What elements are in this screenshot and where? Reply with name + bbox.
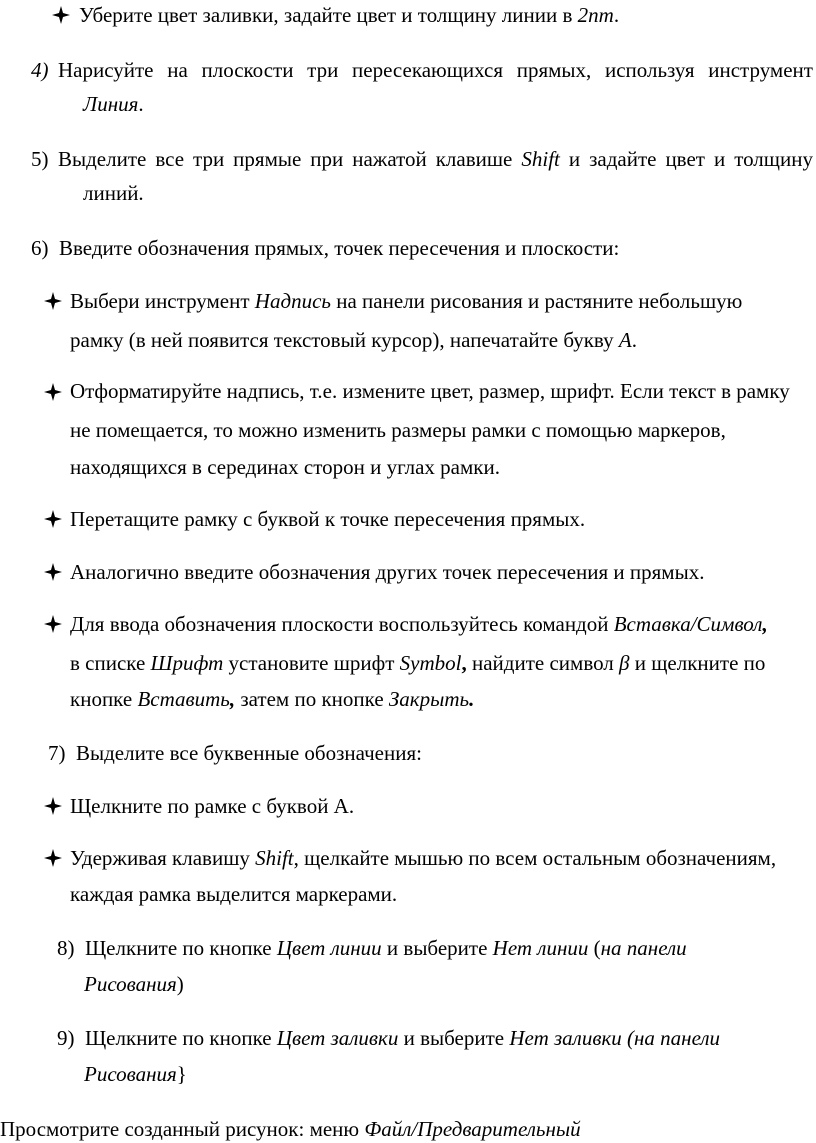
italic-text: Шрифт — [150, 651, 224, 675]
word: толщину — [734, 147, 813, 171]
bullet-1-line-1 — [70, 291, 742, 312]
italic-text: Shift — [255, 846, 294, 870]
diamond-bullet-icon — [44, 563, 62, 581]
text: , — [762, 612, 768, 636]
text: . — [138, 92, 144, 116]
step-7 — [48, 743, 422, 764]
bullet-2-line-1 — [70, 381, 790, 402]
italic-text: Цвет линии — [276, 936, 382, 960]
text: Введите обозначения прямых, точек пересечения и плоскости: — [59, 236, 620, 260]
text: Выделите все буквенные обозначения: — [76, 741, 422, 765]
text: ( — [588, 936, 601, 960]
word: три — [307, 58, 339, 82]
italic-text: на панели — [600, 936, 687, 960]
italic-text: Файл/Предварительный — [364, 1117, 581, 1141]
bullet-7-line-1 — [70, 848, 776, 869]
text: найдите символ — [466, 651, 620, 675]
text: . — [613, 3, 620, 27]
italic-text: Закрыть — [388, 687, 470, 711]
diamond-bullet-icon — [44, 797, 62, 815]
final-line — [0, 1119, 581, 1140]
bullet-6 — [70, 796, 354, 817]
step-5-line-2 — [83, 183, 144, 204]
text: в списке — [70, 651, 151, 675]
step-9-number: 9) — [57, 1026, 75, 1050]
text: , — [461, 651, 467, 675]
text: Аналогично введите обозначения других точек пересечения и прямых. — [70, 560, 705, 584]
italic-text: Нет заливки (на панели — [509, 1026, 721, 1050]
step-4-number: 4) — [31, 58, 49, 82]
italic-text: Нет линии — [492, 936, 589, 960]
italic-text: Вставить — [137, 687, 230, 711]
step-8-number: 8) — [57, 936, 75, 960]
text: Просмотрите созданный рисунок: меню — [0, 1117, 365, 1141]
diamond-bullet-icon — [44, 615, 62, 633]
word: все — [155, 147, 185, 171]
word: и — [568, 147, 581, 171]
italic-text: Линия — [83, 92, 139, 116]
text: не помещается, то можно изменить размеры рамки с помощью маркеров, — [70, 418, 726, 442]
text: Выбери инструмент — [70, 289, 255, 313]
step-4-line-2 — [83, 94, 144, 115]
text: , — [229, 687, 236, 711]
text: ) — [176, 972, 184, 996]
bullet-5-line-3 — [70, 689, 474, 710]
step-8-line-1 — [57, 938, 687, 959]
text: установите шрифт — [223, 651, 400, 675]
text: Щелкните по рамке с буквой А. — [70, 794, 355, 818]
step-5-number: 5) — [31, 147, 49, 171]
step-number — [31, 149, 49, 170]
step-5-line-1 — [58, 149, 813, 170]
text: Уберите цвет заливки, задайте цвет и толщину линии в — [79, 3, 578, 27]
step-6 — [31, 238, 619, 259]
text: каждая рамка выделится маркерами. — [70, 882, 398, 906]
text: находящихся в серединах сторон и углах рамки. — [70, 455, 500, 479]
bullet-1-line-2 — [70, 330, 637, 351]
word: на — [167, 58, 188, 82]
step-9-line-1 — [57, 1028, 720, 1049]
word: клавише — [435, 147, 513, 171]
text: , щелкайте мышью по всем остальным обозначениям, — [293, 846, 777, 870]
text: . — [631, 328, 637, 352]
word: используя — [604, 58, 695, 82]
word: Выделите — [58, 147, 147, 171]
text: . — [469, 687, 475, 711]
step-6-number: 6) — [31, 236, 49, 260]
word: цвет — [665, 147, 705, 171]
italic-text: Рисования — [84, 972, 177, 996]
text: кнопке — [70, 687, 138, 711]
italic-text: А — [618, 328, 632, 352]
bullet-5-line-1 — [70, 614, 768, 635]
italic-text: Цвет заливки — [276, 1026, 399, 1050]
bullet-7-line-2 — [70, 884, 397, 905]
text: и выберите — [381, 936, 493, 960]
text: линий. — [83, 181, 144, 205]
step-9-line-2 — [84, 1064, 187, 1085]
italic-text: Вставка/Символ — [613, 612, 763, 636]
italic-text: Symbol — [399, 651, 462, 675]
bullet-4 — [70, 562, 704, 583]
diamond-bullet-icon — [44, 510, 62, 528]
text: рамку (в ней появится текстовый курсор), напечатайте букву — [70, 328, 619, 352]
word: инструмент — [708, 58, 813, 82]
step-4-line-1 — [58, 60, 813, 81]
word: Нарисуйте — [58, 58, 154, 82]
diamond-bullet-icon — [52, 6, 70, 24]
text: затем по кнопке — [235, 687, 389, 711]
italic-word: Shift — [521, 147, 560, 171]
step-7-number: 7) — [48, 741, 66, 765]
word: три — [193, 147, 225, 171]
word: задайте — [589, 147, 657, 171]
word: при — [310, 147, 344, 171]
text: Для ввода обозначения плоскости воспользуйтесь командой — [70, 612, 614, 636]
text: Щелкните по кнопке — [85, 936, 277, 960]
word: нажатой — [352, 147, 427, 171]
instruction-line — [79, 5, 619, 26]
word: и — [713, 147, 726, 171]
step-8-line-2 — [84, 974, 184, 995]
word: прямые — [233, 147, 302, 171]
bullet-3 — [70, 509, 585, 530]
word: плоскости — [201, 58, 294, 82]
text: } — [176, 1062, 187, 1086]
beta-symbol: β — [619, 651, 630, 675]
text: и щелкните по — [629, 651, 766, 675]
diamond-bullet-icon — [44, 849, 62, 867]
text: Перетащите рамку с буквой к точке пересечения прямых. — [70, 507, 586, 531]
italic-text: Надпись — [254, 289, 331, 313]
step-number — [31, 60, 49, 81]
text: и выберите — [398, 1026, 510, 1050]
text: Удерживая клавишу — [70, 846, 256, 870]
italic-text: Рисования — [84, 1062, 177, 1086]
bullet-5-line-2 — [70, 653, 765, 674]
italic-text: 2пт — [577, 3, 614, 27]
word: прямых, — [516, 58, 592, 82]
text: Щелкните по кнопке — [85, 1026, 277, 1050]
text: Отформатируйте надпись, т.е. измените цвет, размер, шрифт. Если текст в рамку — [70, 379, 790, 403]
bullet-2-line-3 — [70, 457, 500, 478]
text: на панели рисования и растяните небольшую — [330, 289, 743, 313]
diamond-bullet-icon — [44, 292, 62, 310]
word: пересекающихся — [352, 58, 504, 82]
bullet-2-line-2 — [70, 420, 726, 441]
diamond-bullet-icon — [44, 383, 62, 401]
